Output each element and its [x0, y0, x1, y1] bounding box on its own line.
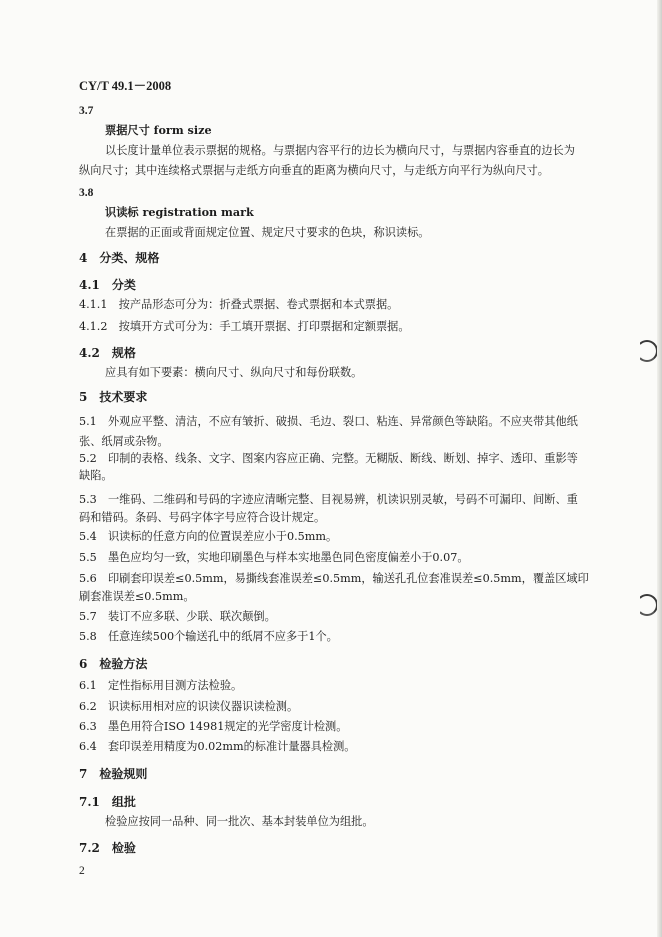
- text-line-s58: 5.8 任意连续500个输送孔中的纸屑不应多于1个。: [79, 630, 338, 643]
- text-line-s6: 6 检验方法: [79, 657, 148, 671]
- text-line-s4: 4 分类、规格: [79, 251, 160, 265]
- punch-hole-upper: [640, 340, 658, 362]
- text-line-s52-1: 5.2 印制的表格、线条、文字、图案内容应正确、完整。无糊版、断线、断划、掉字、透印、重影等: [79, 452, 578, 465]
- text-line-s71-body: 检验应按同一品种、同一批次、基本封装单位为组批。: [105, 815, 374, 828]
- text-line-s5: 5 技术要求: [79, 390, 148, 404]
- standard-code-header: CY/T 49.1－2008: [79, 79, 172, 93]
- text-line-s41: 4.1 分类: [79, 278, 136, 292]
- text-line-s56-1: 5.6 印刷套印误差≤0.5mm，易撕线套准误差≤0.5mm，输送孔孔位套准误差≤0.5mm，覆盖区域印: [79, 572, 589, 585]
- text-line-s38-def: 在票据的正面或背面规定位置、规定尺寸要求的色块，称识读标。: [105, 226, 430, 239]
- text-line-s61: 6.1 定性指标用目测方法检验。: [79, 679, 243, 692]
- text-line-s37-term: 票据尺寸 form size: [105, 123, 212, 137]
- text-line-s52-2: 缺陷。: [79, 469, 113, 482]
- text-line-s57: 5.7 装订不应多联、少联、联次颠倒。: [79, 610, 276, 623]
- text-line-s37-num: 3.7: [79, 105, 94, 117]
- text-line-s38-term: 识读标 registration mark: [105, 205, 254, 219]
- punch-hole-lower: [640, 594, 658, 616]
- text-line-s42-body: 应具有如下要素：横向尺寸、纵向尺寸和每份联数。: [105, 366, 363, 379]
- text-line-s51-2: 张、纸屑或杂物。: [79, 435, 169, 448]
- text-line-s412: 4.1.2 按填开方式可分为：手工填开票据、打印票据和定额票据。: [79, 320, 410, 333]
- text-line-s42: 4.2 规格: [79, 346, 136, 360]
- page-edge-shadow: [657, 0, 662, 937]
- text-line-s71: 7.1 组批: [79, 795, 136, 809]
- text-line-s63: 6.3 墨色用符合ISO 14981规定的光学密度计检测。: [79, 720, 348, 733]
- page-number: 2: [79, 865, 85, 877]
- text-line-s72: 7.2 检验: [79, 841, 136, 855]
- text-line-s37-def-2: 纵向尺寸；其中连续格式票据与走纸方向垂直的距离为横向尺寸，与走纸方向平行为纵向尺寸。: [79, 164, 549, 177]
- text-line-s53-2: 码和错码。条码、号码字体字号应符合设计规定。: [79, 511, 326, 524]
- text-line-s53-1: 5.3 一维码、二维码和号码的字迹应清晰完整、目视易辨，机读识别灵敏，号码不可漏印、间断、重: [79, 493, 578, 506]
- text-line-s64: 6.4 套印误差用精度为0.02mm的标准计量器具检测。: [79, 740, 356, 753]
- text-line-s7: 7 检验规则: [79, 767, 148, 781]
- text-line-s54: 5.4 识读标的任意方向的位置误差应小于0.5mm。: [79, 530, 338, 543]
- text-line-s38-num: 3.8: [79, 187, 94, 199]
- text-line-s56-2: 刷套准误差≤0.5mm。: [79, 590, 195, 603]
- text-line-s55: 5.5 墨色应均匀一致，实地印刷墨色与样本实地墨色同色密度偏差小于0.07。: [79, 551, 469, 564]
- text-line-s51-1: 5.1 外观应平整、清洁，不应有皱折、破损、毛边、裂口、粘连、异常颜色等缺陷。不应夹带其他纸: [79, 415, 578, 428]
- text-line-s37-def-1: 以长度计量单位表示票据的规格。与票据内容平行的边长为横向尺寸，与票据内容垂直的边长为: [105, 144, 575, 157]
- text-line-s62: 6.2 识读标用相对应的识读仪器识读检测。: [79, 700, 299, 713]
- text-line-s411: 4.1.1 按产品形态可分为：折叠式票据、卷式票据和本式票据。: [79, 298, 399, 311]
